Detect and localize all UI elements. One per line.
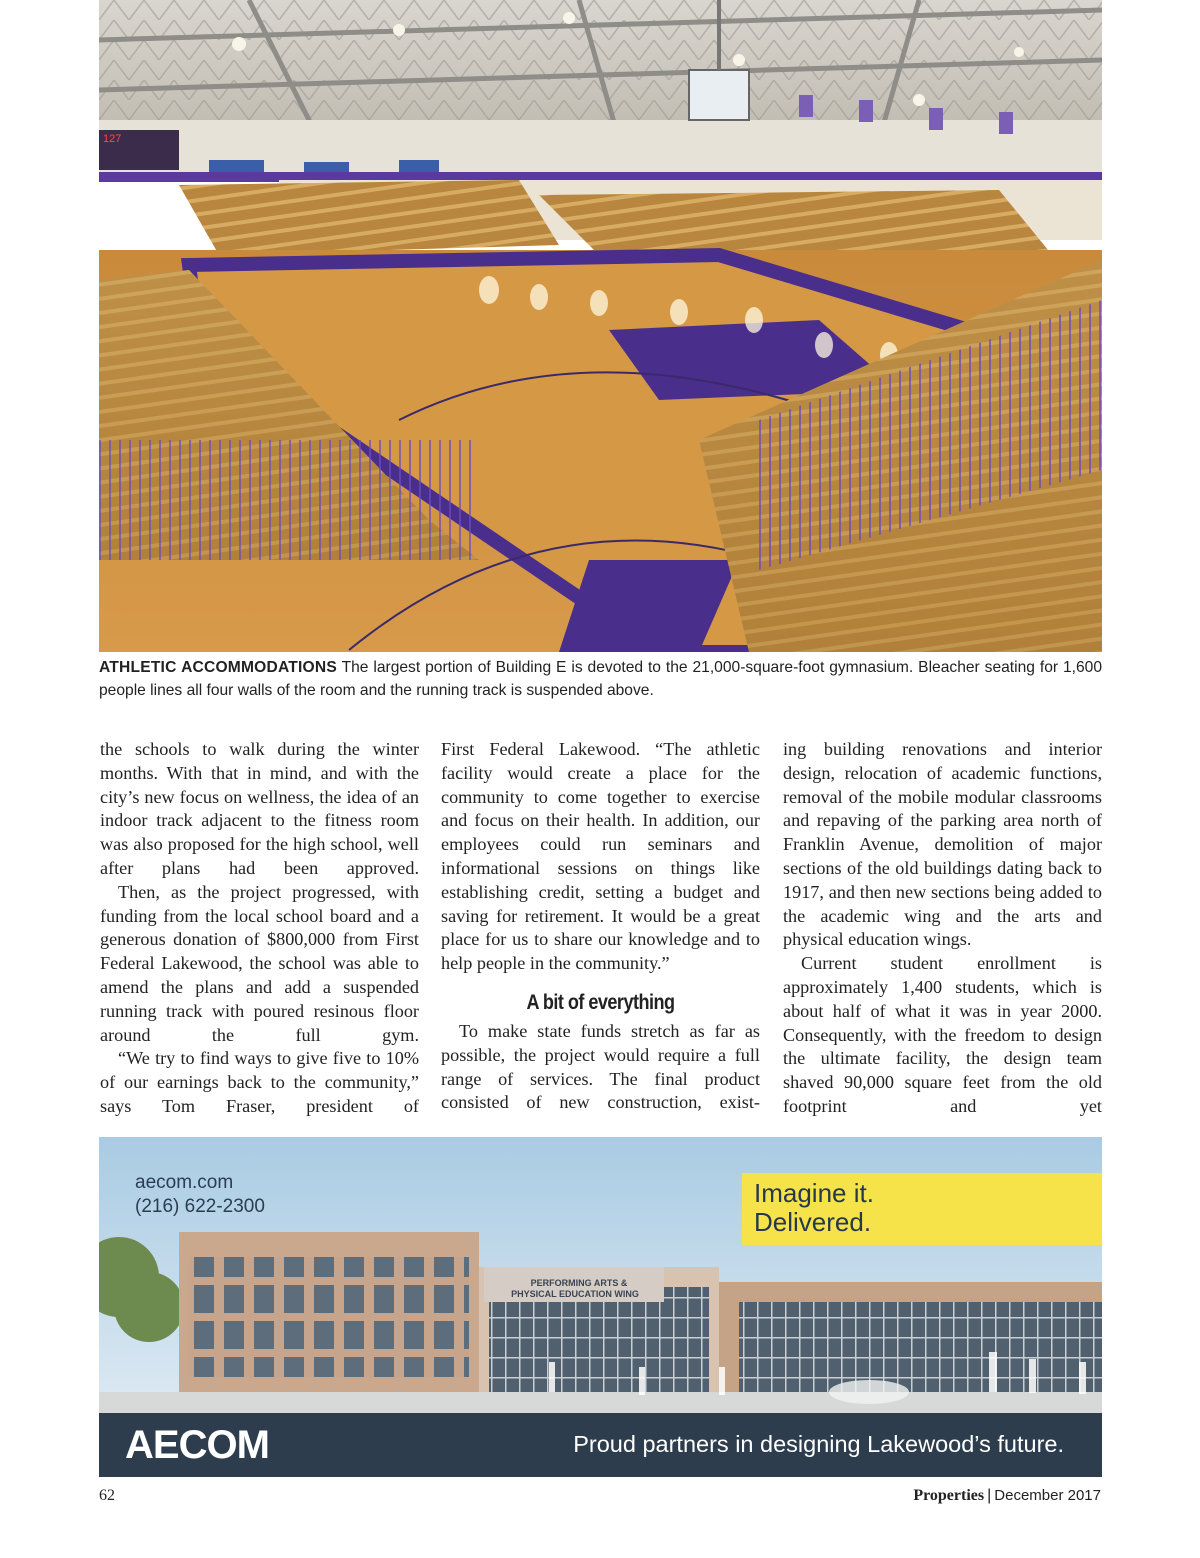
paragraph: First Federal Lakewood. “The athletic facility would create a place for the community to come together to exercise and focus on their health. In addition, our employees could run seminars and informational sessions on things like establishing credit, setting a budget and saving for retirement. It would be a great place for us to share our knowledge and to help people in the community.” <box>441 739 760 974</box>
ad-tagline-line-1: Imagine it. <box>754 1178 874 1208</box>
caption-text: The largest portion of Building E is devoted to the 21,000-square-foot gymnasium. Bleacher seating for 1,600 people lines all four walls of the room and the running track is suspended above. <box>99 659 1103 699</box>
photo-caption <box>99 656 1102 702</box>
ad-tagline-box <box>742 1173 1102 1245</box>
footer-separator: | <box>987 1487 992 1504</box>
ad-slogan: Proud partners in designing Lakewood’s future. <box>573 1431 1064 1457</box>
paragraph: “We try to find ways to give five to 10% of our earnings back to the community,” says Tom Fraser, president of <box>100 1048 419 1116</box>
ad-contact <box>135 1171 265 1219</box>
aecom-logo: AECOM <box>125 1423 269 1467</box>
gymnasium-photo <box>99 0 1102 652</box>
ad-footer-band <box>99 1413 1102 1477</box>
paragraph: the schools to walk during the winter months. With that in mind, and with the city’s new focus on wellness, the idea of an indoor track adjacent to the fitness room was also proposed for the high school, well after plans had been approved. <box>100 739 419 878</box>
ad-phone-number[interactable]: (216) 622-2300 <box>135 1196 265 1217</box>
gymnasium-illustration <box>99 0 1102 652</box>
aecom-advertisement[interactable] <box>99 1137 1102 1477</box>
paragraph: To make state funds stretch as far as possible, the project would require a full range of services. The final product consisted of new construction, exist- <box>441 1020 760 1113</box>
article-column-1 <box>100 738 419 1119</box>
ad-website-link[interactable]: aecom.com <box>135 1172 234 1193</box>
building-sign-line-2: PHYSICAL EDUCATION WING <box>511 1289 639 1299</box>
ad-tagline-line-2: Delivered. <box>754 1207 872 1237</box>
section-subhead: A bit of everything <box>526 990 675 1014</box>
paragraph: Then, as the project progressed, with funding from the local school board and a generous donation of $800,000 from First Federal Lakewood, the school was able to amend the plans and add a suspended running track with poured resinous floor around the full gym. <box>100 881 419 1045</box>
article-column-2 <box>441 738 760 1115</box>
scoreboard-readout: 127 <box>103 133 122 145</box>
running-footer <box>913 1487 1101 1505</box>
building-sign-line-1: PERFORMING ARTS & <box>530 1278 628 1288</box>
paragraph: Current student enrollment is approximately 1,400 students, which is about half of what it was in year 2000. Consequently, with the freedom to design the ultimate facility, the design team shaved 90,000 square feet from the old footprint and yet <box>783 953 1102 1116</box>
article-column-3 <box>783 738 1102 1119</box>
issue-date: December 2017 <box>994 1487 1101 1504</box>
page-number: 62 <box>99 1487 115 1504</box>
paragraph: ing building renovations and interior design, relocation of academic functions, removal of the mobile modular classrooms and repaving of the parking area north of Franklin Avenue, demolition of major sections of the old buildings dating back to 1917, and then new sections being added to the academic wing and the arts and physical education wings. <box>783 739 1102 950</box>
magazine-name: Properties <box>913 1487 985 1504</box>
caption-lead: ATHLETIC ACCOMMODATIONS <box>99 659 337 676</box>
